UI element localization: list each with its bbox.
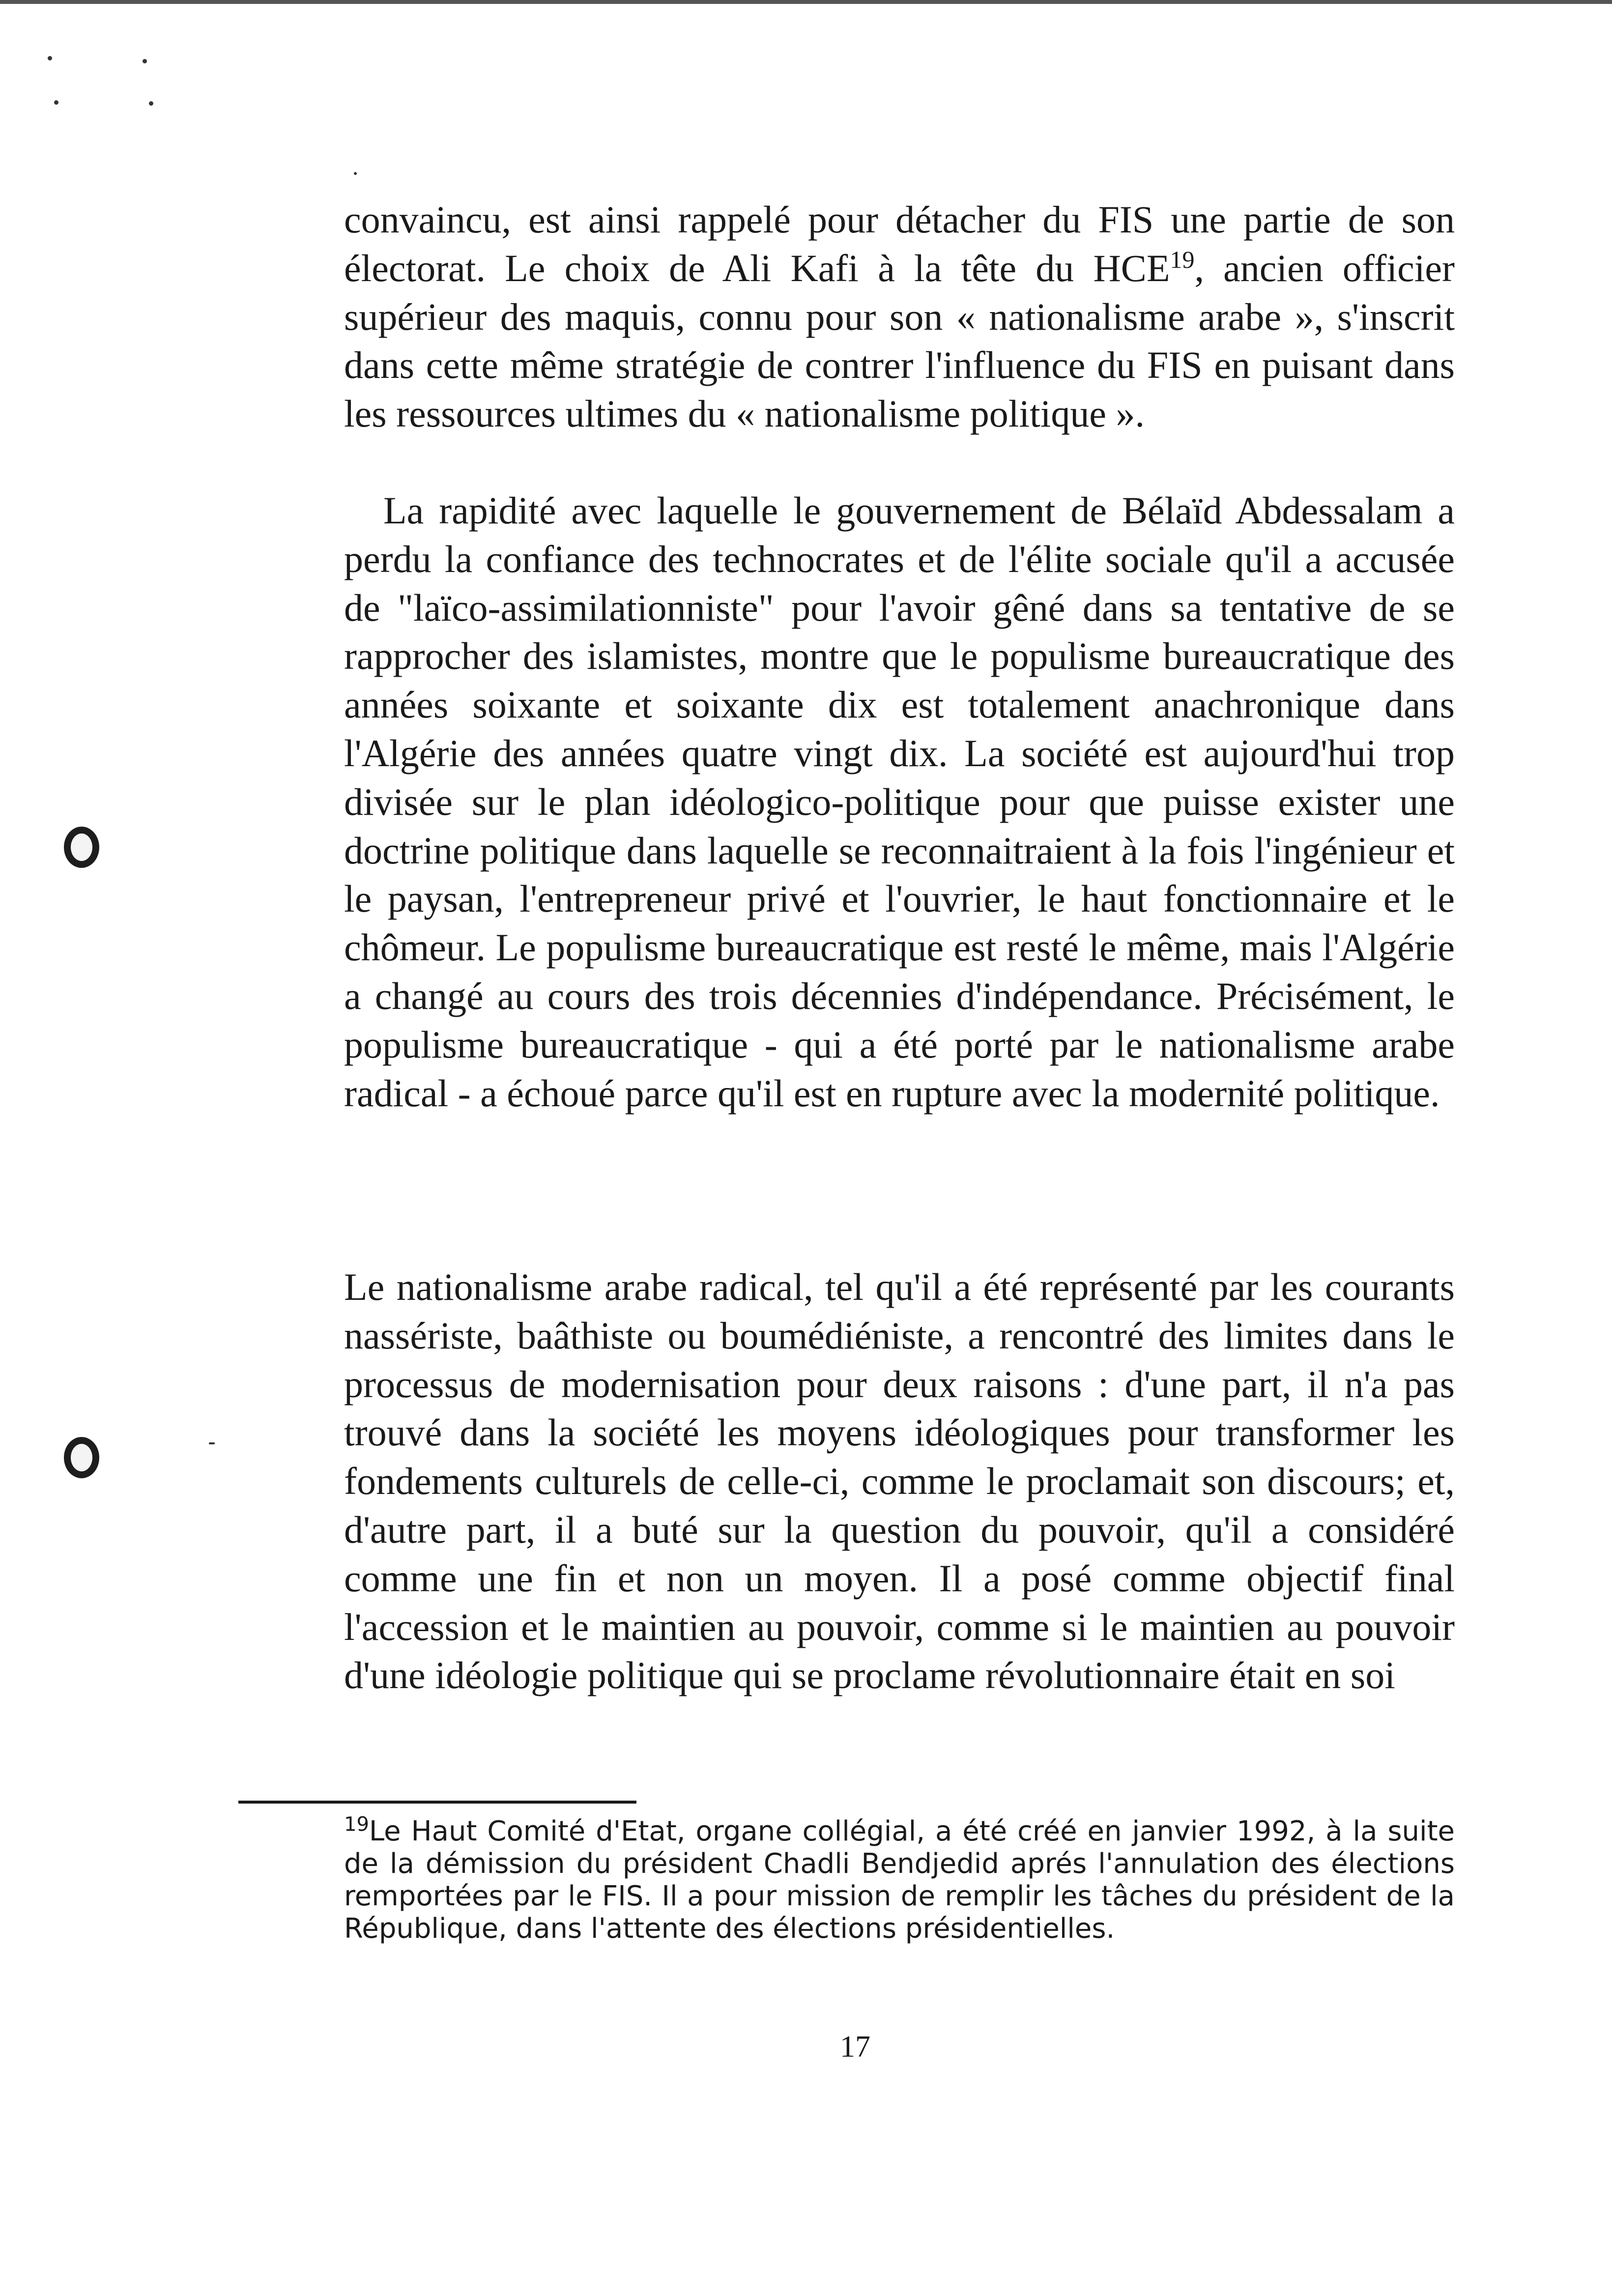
scan-speck (354, 172, 357, 175)
footnote (344, 1815, 1455, 1945)
scan-speck (54, 100, 58, 105)
paragraph-text: convaincu, est ainsi rappelé pour détacher du FIS une partie de son électorat. Le choix de Ali Kafi à la tête du HCE (344, 198, 1455, 289)
paragraph-populism: La rapidité avec laquelle le gouvernement de Bélaïd Abdessalam a perdu la confiance des technocrates et de l'élite sociale qu'il a accusée de "laïco-assimilationniste" pour l'avoir gêné dans sa tentative de se rapprocher des islamistes, montre que le populisme bureaucratique des années soixante et soixante dix est totalement anachronique dans l'Algérie des années quatre vingt dix. La société est aujourd'hui trop divisée sur le plan idéologico-politique pour que puisse exister une doctrine politique dans laquelle se reconnaitraient à la fois l'ingénieur et le paysan, l'entrepreneur privé et l'ouvrier, le haut fonctionnaire et le chômeur. Le populisme bureaucratique est resté le même, mais l'Algérie a changé au cours des trois décennies d'indépendance. Précisément, le populisme bureaucratique - qui a été porté par le nationalisme arabe radical - a échoué parce qu'il est en rupture avec la modernité politique. (344, 489, 1455, 1115)
paragraph-arab-nationalism: Le nationalisme arabe radical, tel qu'il a été représenté par les courants nassériste, baâthiste ou boumédiéniste, a rencontré des limites dans le processus de modernisation pour deux raisons : d'une part, il n'a pas trouvé dans la société les moyens idéologiques pour transformer les fondements culturels de celle-ci, comme le proclamait son discours; et, d'autre part, il a buté sur la question du pouvoir, qu'il a considéré comme une fin et non un moyen. Il a posé comme objectif final l'accession et le maintien au pouvoir, comme si le maintien au pouvoir d'une idéologie politique qui se proclame révolutionnaire était en soi (344, 1265, 1455, 1697)
punch-hole-lower (64, 1437, 99, 1478)
paragraph-continuation (344, 196, 1455, 438)
page-number: 17 (840, 2030, 870, 2064)
punch-hole-upper (64, 827, 99, 868)
footnote-reference: 19 (1170, 245, 1195, 273)
footnote-number: 19 (344, 1813, 369, 1836)
paragraph-text: , ancien officier supérieur des maquis, connu pour son « nationalisme arabe », s'inscrit dans cette même stratégie de contrer l'influence du FIS en puisant dans les ressources ultimes du « nationalisme politique ». (344, 246, 1455, 435)
footnote-separator (238, 1801, 636, 1804)
scan-speck (149, 101, 153, 106)
scan-speck (48, 56, 52, 60)
scan-top-edge (0, 0, 1612, 4)
footnote-text: Le Haut Comité d'Etat, organe collégial, a été créé en janvier 1992, à la suite de la démission du président Chadli Bendjedid aprés l'annulation des élections remportées par le FIS. Il a pour mission de remplir les tâches du président de la République, dans l'attente des élections présidentielles. (344, 1815, 1455, 1945)
scan-speck (209, 1442, 215, 1444)
scan-speck (143, 59, 147, 63)
